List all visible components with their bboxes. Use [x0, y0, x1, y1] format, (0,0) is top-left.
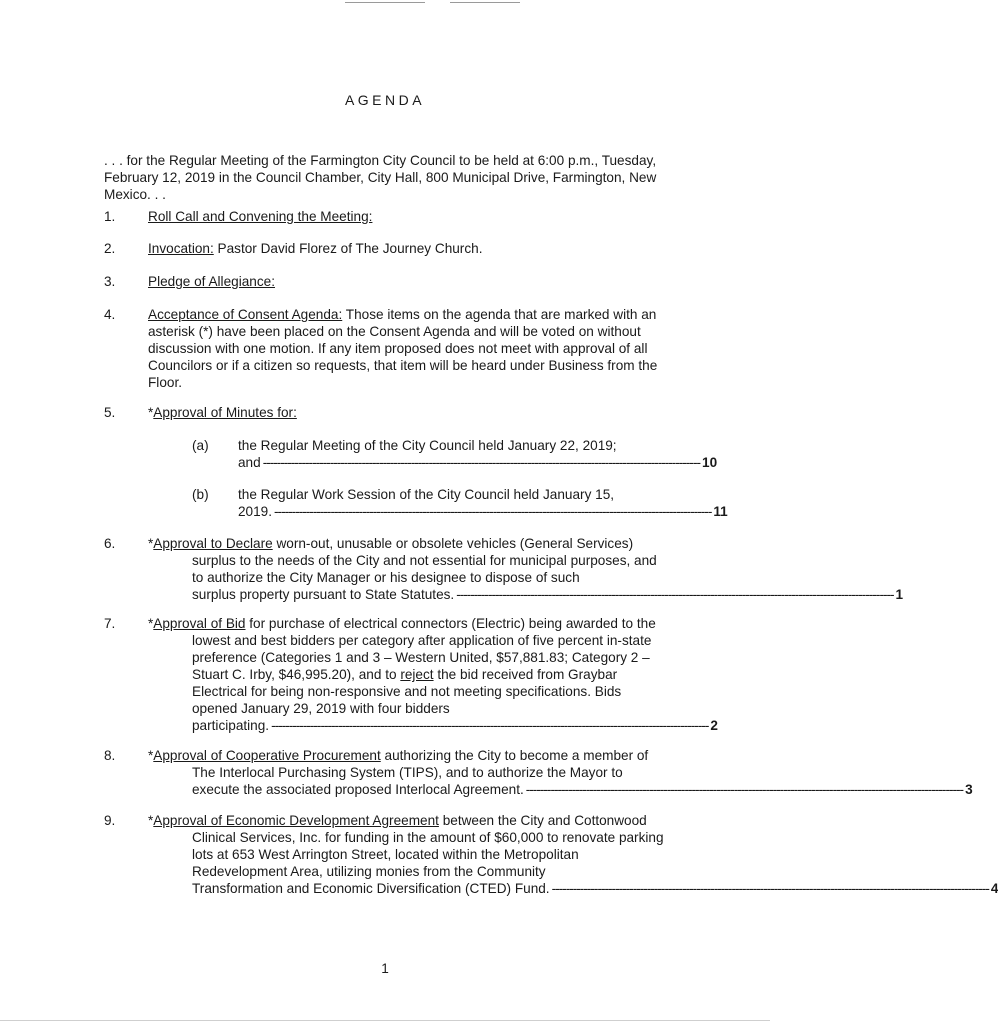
item-text: Pastor David Florez of The Journey Church. — [213, 241, 483, 256]
asterisk-marker: * — [148, 748, 154, 763]
item-heading: Approval to Declare — [153, 536, 273, 551]
leader-line — [148, 781, 973, 798]
item-text: worn-out, unusable or obsolete vehicles (General Services) surplus to the needs of the City and not essential for municipal purposes, and to authorize the City Manager or his designee to dispose of such — [192, 536, 657, 585]
page-reference: 3 — [965, 782, 973, 797]
intro-paragraph: . . . for the Regular Meeting of the Farmington City Council to be held at 6:00 p.m., Tuesday, February 12, 2019 in the Council Chamber, City Hall, 800 Municipal Drive, Farmington, New Mexico. . . — [104, 153, 657, 202]
item-body — [148, 404, 670, 421]
scan-edge-top-right — [450, 2, 520, 3]
scan-edge-bottom — [0, 1020, 770, 1021]
dot-leader: ---------------------------------------------------------------------------------------------------------------------------- — [271, 718, 709, 733]
item-text: for purchase of electrical connectors (Electric) being awarded to the lowest and best bidders per category after application of five percent in-state preference (Categories 1 and 3 – Western United, $57,881.83; Category 2 – Stuart C. Irby, $46,995.20), and to — [192, 616, 656, 682]
page-number: 1 — [381, 961, 389, 976]
sub-item-body — [238, 437, 718, 471]
dot-leader: ---------------------------------------------------------------------------------------------------------------------------- — [525, 782, 964, 797]
asterisk-marker: * — [148, 536, 154, 551]
item-text: authorizing the City to become a member of The Interlocal Purchasing System (TIPS), and to authorize the Mayor to — [192, 748, 649, 780]
leader-line — [148, 717, 718, 734]
leader-line — [148, 880, 998, 897]
asterisk-marker: * — [148, 616, 154, 631]
item-heading: Approval of Bid — [153, 616, 246, 631]
agenda-title: AGENDA — [344, 92, 426, 108]
page-reference: 1 — [895, 587, 904, 602]
dot-leader: ---------------------------------------------------------------------------------------------------------------------------- — [456, 587, 894, 602]
page-reference: 11 — [713, 504, 728, 519]
item-body — [148, 535, 904, 603]
item-number: 4. — [104, 307, 116, 322]
sub-item-body — [238, 486, 728, 520]
page-reference: 10 — [702, 455, 718, 470]
sub-item-label: (a) — [192, 438, 209, 453]
item-heading: Roll Call and Convening the Meeting: — [148, 209, 373, 224]
item-number: 1. — [104, 209, 116, 224]
asterisk-marker: * — [148, 813, 154, 828]
page-reference: 2 — [710, 718, 718, 733]
item-heading: Acceptance of Consent Agenda: — [148, 307, 343, 322]
leader-line — [238, 454, 718, 471]
item-body — [148, 208, 670, 225]
sub-item-text: the Regular Work Session of the City Council held January 15, — [238, 487, 615, 502]
item-body — [148, 273, 670, 290]
leader-text: surplus property pursuant to State Statutes. — [192, 587, 455, 602]
item-number: 7. — [104, 616, 116, 631]
item-heading: Approval of Cooperative Procurement — [153, 748, 381, 763]
item-number: 5. — [104, 405, 116, 420]
item-text-continued: the bid received from Graybar Electrical for being non-responsive and not meeting specifications. Bids opened January 29, 2019 with four bidders — [192, 667, 622, 716]
leader-line — [238, 503, 728, 520]
leader-text: and — [238, 455, 261, 470]
item-heading: Invocation: — [148, 241, 214, 256]
item-paragraph — [148, 747, 670, 781]
leader-text: execute the associated proposed Interlocal Agreement. — [192, 782, 524, 797]
dot-leader: ---------------------------------------------------------------------------------------------------------------------------- — [274, 504, 712, 519]
page-reference: 4 — [990, 881, 998, 896]
item-body — [148, 240, 670, 257]
item-body — [148, 812, 998, 897]
item-text: Those items on the agenda that are marked with an asterisk (*) have been placed on the Consent Agenda and will be voted on without discussion with one motion. If any item proposed does not meet with approval of all Councilors or if a citizen so requests, that item will be heard under Business from the Floor. — [148, 307, 658, 390]
item-body — [148, 306, 660, 391]
item-paragraph — [148, 812, 670, 880]
dot-leader: ---------------------------------------------------------------------------------------------------------------------------- — [551, 881, 989, 896]
item-heading: Pledge of Allegiance: — [148, 274, 275, 289]
item-number: 6. — [104, 536, 116, 551]
reject-emphasis: reject — [400, 667, 434, 682]
scan-edge-top-left — [345, 2, 425, 3]
item-heading: Approval of Minutes for: — [153, 405, 297, 420]
item-paragraph — [148, 535, 670, 586]
item-number: 2. — [104, 241, 116, 256]
item-number: 9. — [104, 813, 116, 828]
item-body — [148, 747, 973, 798]
item-heading: Approval of Economic Development Agreement — [153, 813, 439, 828]
leader-text: participating. — [192, 718, 270, 733]
leader-line — [148, 586, 904, 603]
sub-item-label: (b) — [192, 487, 209, 502]
leader-text: Transformation and Economic Diversification (CTED) Fund. — [192, 881, 550, 896]
item-number: 8. — [104, 748, 116, 763]
asterisk-marker: * — [148, 405, 154, 420]
leader-text: 2019. — [238, 504, 273, 519]
item-body — [148, 615, 718, 734]
item-number: 3. — [104, 274, 116, 289]
sub-item-text: the Regular Meeting of the City Council held January 22, 2019; — [238, 438, 617, 453]
item-text: between the City and Cottonwood Clinical Services, Inc. for funding in the amount of $60,000 to renovate parking lots at 653 West Arrington Street, located within the Metropolitan Redevelopment Area, utilizing monies from the Community — [192, 813, 664, 879]
item-paragraph — [148, 615, 670, 717]
dot-leader: ---------------------------------------------------------------------------------------------------------------------------- — [262, 455, 701, 470]
